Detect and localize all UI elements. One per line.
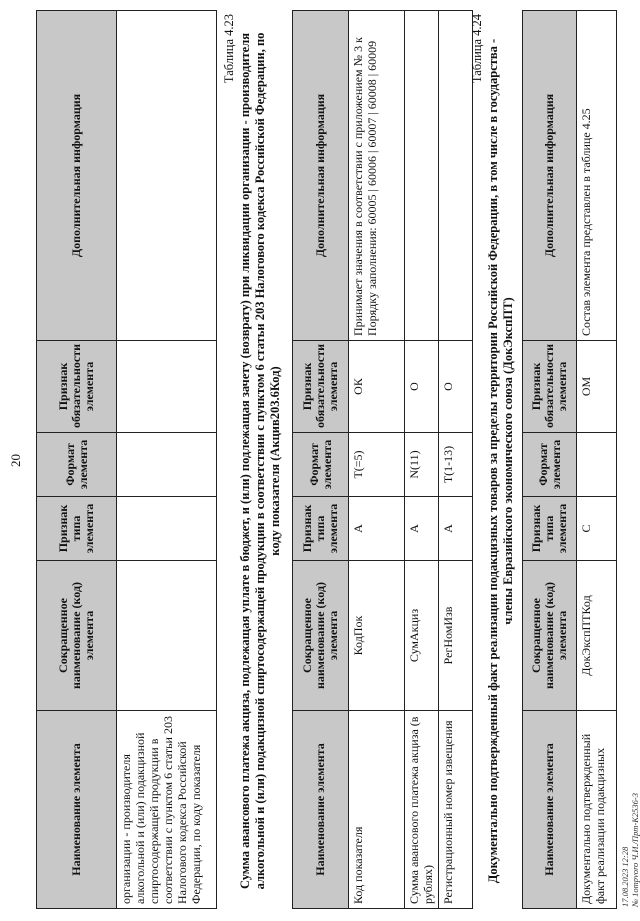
cell-name: Документально подтвержденный факт реализации подакцизных [577, 711, 617, 909]
cell-info [439, 11, 473, 341]
cell-required [117, 341, 217, 433]
col-header-required: Признак обязательности элемента [37, 341, 117, 433]
cell-info: Принимает значения в соответствии с приложением № 3 к Порядку заполнения: 60005 | 60006 | 60007 | 60008 | 60009 [349, 11, 405, 341]
cell-name: Регистрационный номер извещения [439, 711, 473, 909]
table-continued [36, 10, 217, 909]
col-header-name: Наименование элемента [293, 711, 349, 909]
cell-code: ДокЭкспПТКод [577, 561, 617, 711]
cell-format [577, 433, 617, 497]
cell-required: ОМ [577, 341, 617, 433]
table-4-23 [292, 10, 473, 909]
cell-name: Сумма авансового платежа акциза (в рублях) [405, 711, 439, 909]
cell-name: Код показателя [349, 711, 405, 909]
cell-required: О [405, 341, 439, 433]
cell-type [117, 497, 217, 561]
table-row [405, 11, 439, 909]
cell-format: N(11) [405, 433, 439, 497]
col-header-info: Дополнительная информация [293, 11, 349, 341]
col-header-name: Наименование элемента [37, 711, 117, 909]
col-header-type: Признак типа элемента [523, 497, 577, 561]
cell-type: А [405, 497, 439, 561]
col-header-name: Наименование элемента [523, 711, 577, 909]
col-header-format: Формат элемента [293, 433, 349, 497]
cell-type: А [349, 497, 405, 561]
table-4-24-label: Таблица 4.24 [470, 14, 484, 84]
table-row [439, 11, 473, 909]
stamp-number: № 1ompvoro Ч.И./Прт-К2536-3 [630, 793, 640, 907]
col-header-format: Формат элемента [37, 433, 117, 497]
col-header-required: Признак обязательности элемента [293, 341, 349, 433]
col-header-type: Признак типа элемента [293, 497, 349, 561]
col-header-code: Сокращенное наименование (код) элемента [37, 561, 117, 711]
cell-code [117, 561, 217, 711]
cell-code: РегНомИзв [439, 561, 473, 711]
table-row [577, 11, 617, 909]
col-header-type: Признак типа элемента [37, 497, 117, 561]
cell-type: С [577, 497, 617, 561]
col-header-info: Дополнительная информация [37, 11, 117, 341]
col-header-info: Дополнительная информация [523, 11, 577, 341]
cell-format: T(=5) [349, 433, 405, 497]
registration-stamp [620, 647, 640, 907]
cell-info [405, 11, 439, 341]
col-header-code: Сокращенное наименование (код) элемента [293, 561, 349, 711]
page-number: 20 [8, 454, 23, 467]
cell-info [117, 11, 217, 341]
table-row [349, 11, 405, 909]
cell-code: СумАкциз [405, 561, 439, 711]
cell-format [117, 433, 217, 497]
cell-type: А [439, 497, 473, 561]
col-header-required: Признак обязательности элемента [523, 341, 577, 433]
cell-required: ОК [349, 341, 405, 433]
table-4-23-label: Таблица 4.23 [222, 14, 236, 84]
col-header-format: Формат элемента [523, 433, 577, 497]
table-4-24-caption: Документально подтвержденный факт реализации подакцизных товаров за пределы территории Российской Федерации, в том числе в государства - члены Евразийского экономического союза (ДокЭкспПТ) [486, 38, 515, 884]
table-4-24 [522, 10, 617, 909]
table-4-23-caption: Сумма авансового платежа акциза, подлежащая уплате в бюджет, и (или) подлежащая зачету (возврату) при ликвидации организации - производителя алкогольной и (или) подакцизной спиртосодержащей продукции в соответствии с пунктом 6 статьи 203 Налогового кодекса Российской Федерации, по коду показателя (Акцив203.6Код) [238, 32, 282, 890]
cell-name: организации - производителя алкогольной и (или) подакцизной спиртосодержащей продукции в соответствии с пунктом 6 статьи 203 Налогового кодекса Российской Федерации, по коду показателя [117, 711, 217, 909]
cell-format: T(1-13) [439, 433, 473, 497]
table-row [117, 11, 217, 909]
cell-info: Состав элемента представлен в таблице 4.25 [577, 11, 617, 341]
cell-required: О [439, 341, 473, 433]
stamp-date: 17.08.2023 12:28 [620, 846, 630, 907]
cell-code: КодПок [349, 561, 405, 711]
col-header-code: Сокращенное наименование (код) элемента [523, 561, 577, 711]
